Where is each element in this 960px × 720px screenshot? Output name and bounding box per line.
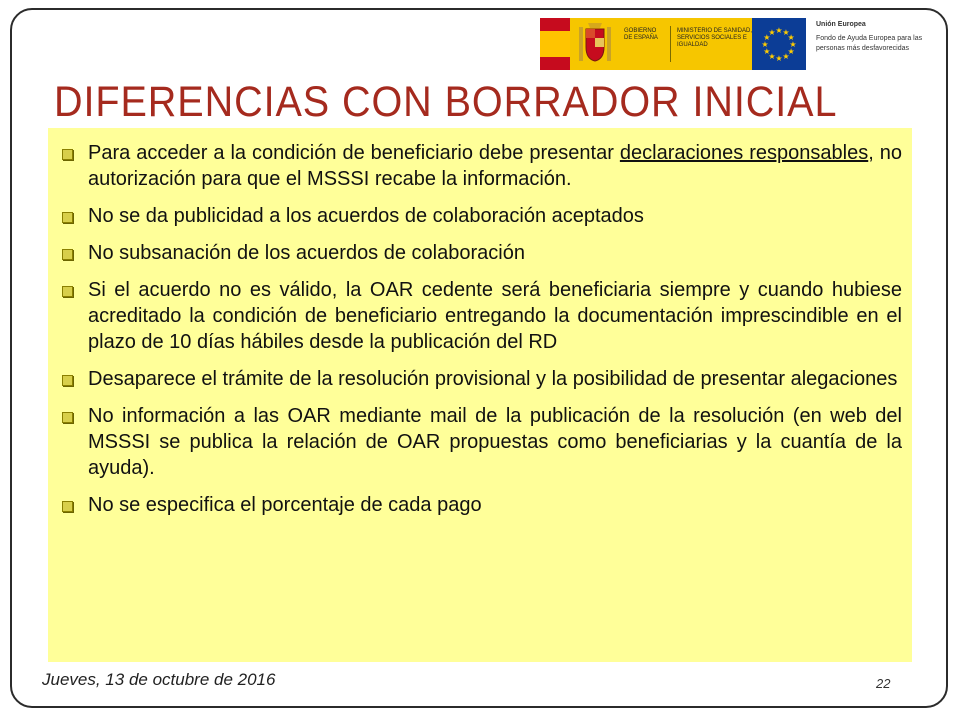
eu-star-icon: ★ [761, 40, 769, 49]
bullet-item [62, 240, 902, 266]
square-bullet-icon [62, 501, 73, 512]
eu-star-icon: ★ [768, 52, 776, 62]
eu-title: Unión Europea [816, 21, 866, 28]
eu-star-icon: ★ [775, 26, 783, 35]
spain-flag-icon [540, 18, 570, 70]
bullet-list [48, 128, 912, 518]
bullet-item [62, 492, 902, 518]
eu-star-icon: ★ [782, 27, 790, 37]
square-bullet-icon [62, 286, 73, 297]
eu-flag-icon [752, 18, 806, 70]
bullet-item [62, 277, 902, 355]
eu-star-icon: ★ [763, 33, 771, 42]
bullet-item [62, 140, 902, 192]
square-bullet-icon [62, 412, 73, 423]
footer-date: Jueves, 13 de octubre de 2016 [42, 670, 276, 689]
eu-caption [816, 20, 946, 54]
eu-star-icon: ★ [789, 40, 797, 49]
bullet-text-continued: , no autorización para que el MSSSI recabe la información. [88, 142, 903, 190]
bullet-underlined-text: declaraciones responsables [619, 142, 869, 164]
square-bullet-icon [62, 249, 73, 260]
bullet-text: No se da publicidad a los acuerdos de colaboración aceptados [88, 205, 644, 227]
spanish-government-logo [540, 18, 776, 70]
bullet-item [62, 203, 902, 229]
coat-of-arms-icon [570, 18, 620, 70]
bullet-item [62, 403, 902, 481]
slide-title: DIFERENCIAS CON BORRADOR INICIAL [54, 78, 838, 126]
page-number: 22 [876, 676, 891, 691]
gov-text-2: MINISTERIO DE SANIDAD, SERVICIOS SOCIALES E IGUALDAD [677, 28, 753, 48]
logo-divider [670, 26, 671, 62]
bullet-text: No se especifica el porcentaje de cada pago [88, 494, 482, 516]
bullet-text: No información a las OAR mediante mail de la publicación de la resolución (en web del MSSSI se publica la relación de OAR propuestas como beneficiarias y la cuantía de la ayuda). [88, 405, 902, 479]
bullet-text: Si el acuerdo no es válido, la OAR cedente será beneficiaria siempre y cuando hubiese acreditado la condición de beneficiario entregando la documentación imprescindible en el plazo de 10 días hábiles desde la publicación del RD [88, 279, 902, 353]
eu-star-icon: ★ [763, 47, 771, 56]
eu-star-icon: ★ [782, 52, 790, 62]
eu-star-icon: ★ [768, 27, 776, 37]
content-panel [48, 128, 912, 662]
bullet-text: Para acceder a la condición de beneficiario debe presentar [88, 142, 620, 164]
eu-star-icon: ★ [787, 33, 795, 42]
eu-subtitle: Fondo de Ayuda Europea para las personas más desfavorecidas [816, 35, 923, 52]
square-bullet-icon [62, 149, 73, 160]
eu-star-icon: ★ [775, 54, 783, 63]
bullet-text: Desaparece el trámite de la resolución provisional y la posibilidad de presentar alegaciones [88, 368, 898, 390]
bullet-item [62, 366, 902, 392]
gov-text-1: GOBIERNO DE ESPAÑA [624, 28, 658, 41]
bullet-text: No subsanación de los acuerdos de colaboración [88, 242, 525, 264]
square-bullet-icon [62, 212, 73, 223]
eu-star-icon: ★ [787, 47, 795, 56]
square-bullet-icon [62, 375, 73, 386]
